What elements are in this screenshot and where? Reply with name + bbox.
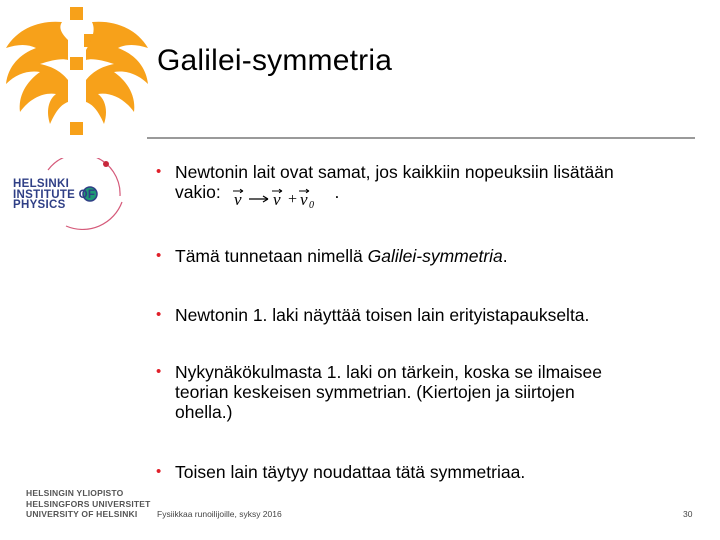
hip-logo-text bbox=[13, 179, 95, 211]
bullet-text-italic: Galilei-symmetria bbox=[367, 246, 503, 266]
svg-text:v: v bbox=[272, 190, 281, 210]
bullet-text: Toisen lain täytyy noudattaa tätä symmetriaa. bbox=[175, 462, 526, 482]
footer-course: Fysiikkaa runoilijoille, syksy 2016 bbox=[157, 509, 282, 519]
velocity-formula bbox=[232, 186, 330, 210]
slide-title: Galilei-symmetria bbox=[157, 44, 393, 77]
university-flame-logo bbox=[0, 0, 160, 150]
bullet-text-part: . bbox=[502, 246, 508, 266]
bullet-marker: • bbox=[156, 247, 162, 264]
bullet-text bbox=[175, 246, 695, 266]
hip-line: PHYSICS bbox=[13, 199, 66, 211]
university-name-line: HELSINGIN YLIOPISTO bbox=[26, 488, 124, 498]
bullet-line bbox=[175, 182, 695, 210]
bullet-marker: • bbox=[156, 363, 162, 380]
bullet-prefix: vakio: bbox=[175, 182, 221, 202]
title-divider bbox=[147, 137, 695, 139]
page-number: 30 bbox=[683, 509, 693, 519]
hip-line: INSTITUTE OF bbox=[13, 188, 96, 201]
svg-text:+: + bbox=[286, 191, 298, 209]
bullet-line: Newtonin lait ovat samat, jos kaikkiin nopeuksiin lisätään bbox=[175, 162, 614, 182]
university-name bbox=[26, 488, 151, 520]
formula-suffix: . bbox=[334, 182, 340, 202]
bullet-line: Nykynäkökulmasta 1. laki on tärkein, koska se ilmaisee bbox=[175, 362, 602, 382]
university-name-line: HELSINGFORS UNIVERSITET bbox=[26, 498, 151, 509]
bullet-marker: • bbox=[156, 463, 162, 480]
bullet-line: teorian keskeisen symmetrian. (Kiertojen ja siirtojen bbox=[175, 382, 575, 402]
bullet-text: Newtonin 1. laki näyttää toisen lain erityistapaukselta. bbox=[175, 305, 590, 325]
bullet-text bbox=[175, 162, 695, 210]
bullet-marker: • bbox=[156, 163, 162, 180]
svg-text:v: v bbox=[299, 190, 308, 210]
formula-graphic bbox=[232, 186, 330, 210]
university-name-line: UNIVERSITY OF HELSINKI bbox=[26, 509, 138, 519]
bullet-text-part: Tämä tunnetaan nimellä bbox=[175, 246, 368, 266]
bullet-marker: • bbox=[156, 306, 162, 323]
svg-text:0: 0 bbox=[308, 200, 314, 211]
bullet-line: ohella.) bbox=[175, 402, 233, 422]
bullet-text bbox=[175, 362, 695, 422]
hip-line: HELSINKI bbox=[13, 178, 70, 190]
svg-text:v: v bbox=[233, 190, 242, 210]
